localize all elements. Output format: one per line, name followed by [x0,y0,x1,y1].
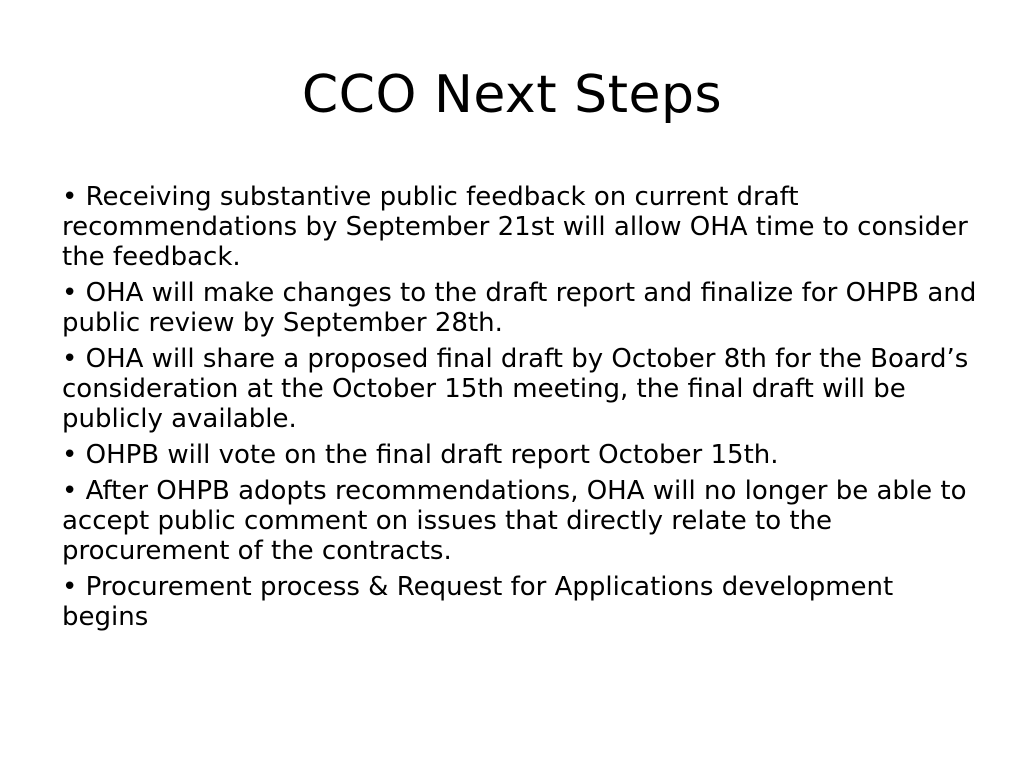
bullet-text: OHPB will vote on the final draft report October 15th. [85,440,779,470]
bullet-dot: • [62,440,78,470]
bullet-item [62,182,982,272]
bullet-dot: • [62,476,78,506]
bullet-dot: • [62,344,78,374]
bullet-text: After OHPB adopts recommendations, OHA will no longer be able to accept public comment on issues that directly relate to the procurement of the contracts. [62,476,967,566]
bullet-item [62,440,982,470]
bullet-dot: • [62,278,78,308]
slide-title: CCO Next Steps [301,65,723,125]
bullet-text: Receiving substantive public feedback on current draft recommendations by September 21st will allow OHA time to consider the feedback. [62,182,968,272]
bullet-item [62,344,982,434]
bullet-item [62,476,982,566]
bullet-dot: • [62,572,78,602]
bullet-list [62,182,982,638]
bullet-text: OHA will share a proposed final draft by October 8th for the Board’s consideration at the October 15th meeting, the final draft will be publicly available. [62,344,969,434]
bullet-text: Procurement process & Request for Applications development begins [62,572,894,632]
bullet-item [62,572,982,632]
bullet-text: OHA will make changes to the draft report and finalize for OHPB and public review by September 28th. [62,278,977,338]
bullet-dot: • [62,182,78,212]
bullet-item [62,278,982,338]
